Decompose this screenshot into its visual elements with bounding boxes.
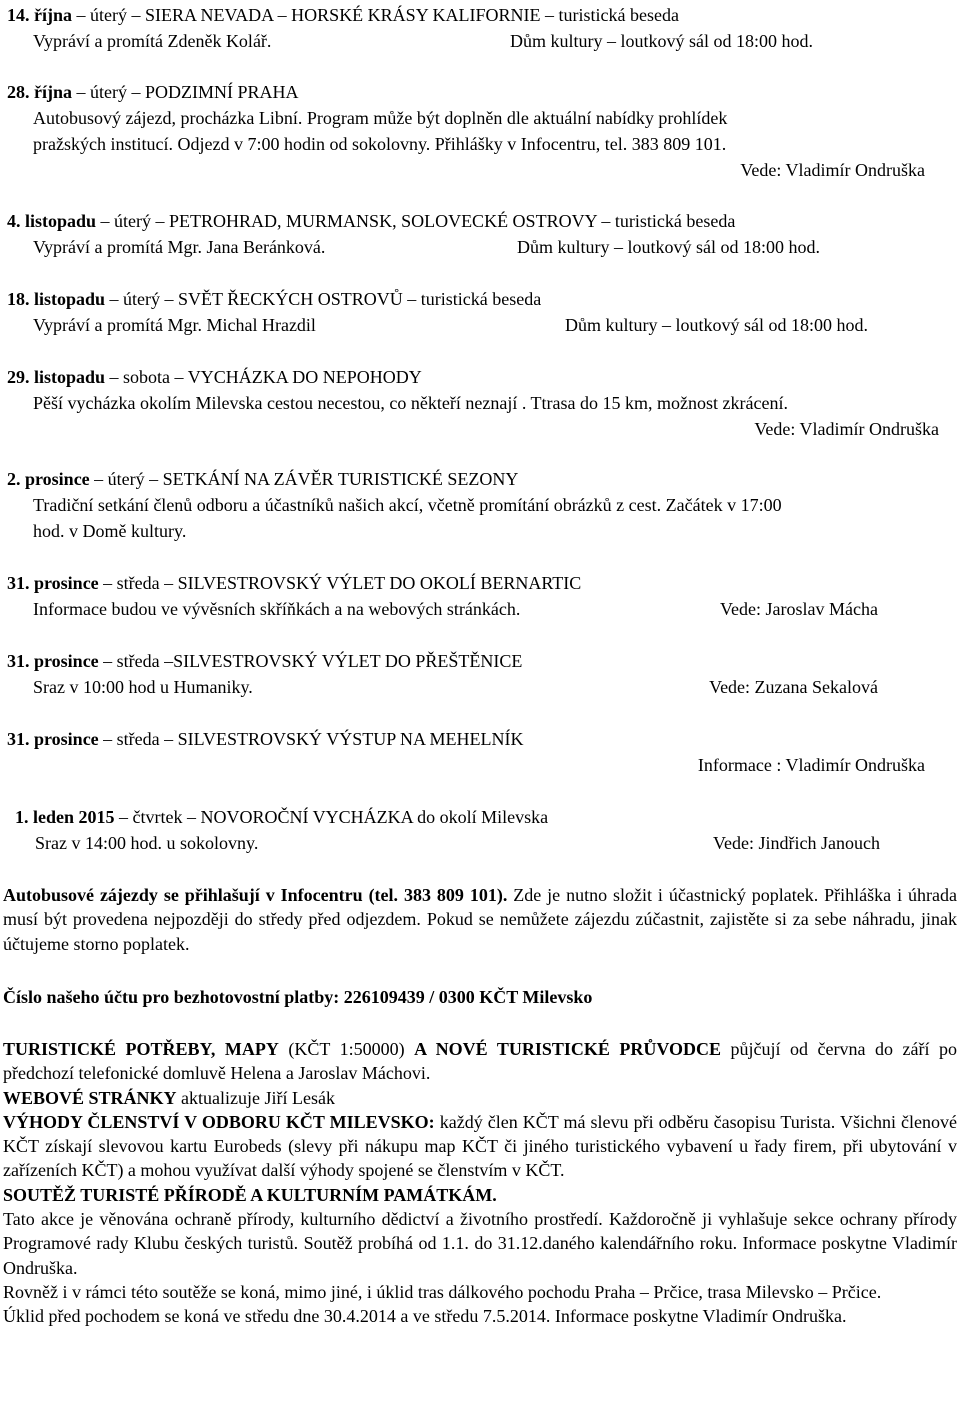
event-date: 28. října <box>7 82 72 102</box>
event-title: SETKÁNÍ NA ZÁVĚR TURISTICKÉ SEZONY <box>162 469 519 489</box>
event-date: 14. října <box>7 5 72 25</box>
event-day: úterý <box>90 5 127 25</box>
bus-trips-note: Autobusové zájezdy se přihlašují v Infocentru (tel. 383 809 101). Zde je nutno složit i účastnický poplatek. Přihláška i úhrada musí být provedena nejpozději do středy před odjezdem. Pokud se nemůžete zájezdu zúčastnit, zajistěte si za sebe náhradu, jinak účtujeme storno poplatek. <box>3 885 957 954</box>
event-kind: turistická beseda <box>420 289 542 309</box>
event-title: SIERA NEVADA – HORSKÉ KRÁSY KALIFORNIE <box>144 5 541 25</box>
contest-heading: SOUTĚŽ TURISTÉ PŘÍRODĚ A KULTURNÍM PAMÁTKÁM. <box>3 1184 497 1205</box>
event-day: sobota <box>123 367 171 387</box>
benefits-note: VÝHODY ČLENSTVÍ V ODBORU KČT MILEVSKO: každý člen KČT má slevu při odběru časopisu Turista. Všichni členové KČT získají slevovou kartu Eurobeds (slevy při nákupu map KČT či jiného turistického vybavení u řady firem, při ubytování v zařízeních KČT) a mohou využívat další výhody spojené se členstvím v KČT. <box>3 1111 957 1181</box>
contest-paragraph: Rovněž i v rámci této soutěže se koná, mimo jiné, i úklid tras dálkového pochodu Praha – Prčice, trasa Milevsko – Prčice. <box>3 1281 882 1302</box>
event-detail: hod. v Domě kultury. <box>33 521 187 541</box>
event-day: úterý <box>90 82 127 102</box>
event-place: Dům kultury – loutkový sál od 18:00 hod. <box>565 315 868 335</box>
event-day: úterý <box>114 211 152 231</box>
event-title: SILVESTROVSKÝ VÝLET DO PŘEŠTĚNICE <box>173 651 523 671</box>
event-date: 18. listopadu <box>7 289 106 309</box>
account-number: Číslo našeho účtu pro bezhotovostní platby: 226109439 / 0300 KČT Milevsko <box>3 987 593 1007</box>
event-kind: turistická beseda <box>558 5 679 25</box>
event-date: 29. listopadu <box>7 367 106 387</box>
event-detail: Sraz v 10:00 hod u Humaniky. <box>33 677 253 697</box>
maps-note: TURISTICKÉ POTŘEBY, MAPY (KČT 1:50000) A NOVÉ TURISTICKÉ PRŮVODCE půjčují od června do září po předchozí telefonické domluvě Helena a Jaroslav Máchovi. <box>3 1039 957 1084</box>
event-leader: Vede: Jaroslav Mácha <box>720 599 878 619</box>
event-title: VYCHÁZKA DO NEPOHODY <box>187 367 422 387</box>
event-leader: Vede: Zuzana Sekalová <box>709 677 878 697</box>
event-leader: Vede: Vladimír Ondruška <box>754 419 939 439</box>
event-title: SILVESTROVSKÝ VÝLET DO OKOLÍ BERNARTIC <box>177 573 582 593</box>
event-day: středa <box>116 729 160 749</box>
event-detail: Vypráví a promítá Mgr. Michal Hrazdil <box>33 315 316 335</box>
event-detail: Sraz v 14:00 hod. u sokolovny. <box>35 833 259 853</box>
event-detail: Autobusový zájezd, procházka Libní. Program může být doplněn dle aktuální nabídky prohlídek <box>33 108 728 128</box>
event-title: SVĚT ŘECKÝCH OSTROVŮ <box>178 289 403 309</box>
web-note: WEBOVÉ STRÁNKY aktualizuje Jiří Lesák <box>3 1087 335 1108</box>
event-leader: Vede: Vladimír Ondruška <box>740 160 925 180</box>
event-date: 31. prosince <box>7 651 99 671</box>
event-detail: Vypráví a promítá Mgr. Jana Beránková. <box>33 237 326 257</box>
event-detail: Tradiční setkání členů odboru a účastníků našich akcí, včetně promítání obrázků z cest. Začátek v 17:00 <box>33 495 782 515</box>
event-day: středa <box>116 651 160 671</box>
event-detail: pražských institucí. Odjezd v 7:00 hodin od sokolovny. Přihlášky v Infocentru, tel. 383 809 101. <box>33 134 727 154</box>
contest-paragraph: Úklid před pochodem se koná ve středu dne 30.4.2014 a ve středu 7.5.2014. Informace poskytne Vladimír Ondruška. <box>3 1306 847 1327</box>
event-detail: Pěší vycházka okolím Milevska cestou necestou, co někteří neznají . Ttrasa do 15 km, možnost zkrácení. <box>33 393 788 413</box>
event-leader: Informace : Vladimír Ondruška <box>697 755 925 775</box>
event-day: úterý <box>107 469 145 489</box>
event-title: SILVESTROVSKÝ VÝSTUP NA MEHELNÍK <box>177 729 524 749</box>
event-title: PETROHRAD, MURMANSK, SOLOVECKÉ OSTROVY <box>169 211 597 231</box>
event-title: PODZIMNÍ PRAHA <box>144 82 299 102</box>
contest-paragraph: Tato akce je věnována ochraně přírody, kulturního dědictví a životního prostředí. Každoročně ji vyhlašuje sekce ochrany přírody Programové rady Klubu českých turistů. Soutěž probíhá od 1.1. do 31.12.daného kalendářního roku. Informace poskytne Vladimír Ondruška. <box>3 1209 957 1278</box>
event-date: 31. prosince <box>7 729 99 749</box>
info-section <box>3 1037 957 1329</box>
event-day: středa <box>116 573 160 593</box>
event-date: 1. leden 2015 <box>15 807 115 827</box>
event-kind: turistická beseda <box>614 211 736 231</box>
event-date: 2. prosince <box>7 469 90 489</box>
event-day: čtvrtek <box>132 807 183 827</box>
event-date: 31. prosince <box>7 573 99 593</box>
event-detail: Vypráví a promítá Zdeněk Kolář. <box>33 31 272 51</box>
event-place: Dům kultury – loutkový sál od 18:00 hod. <box>510 31 813 51</box>
event-day: úterý <box>123 289 161 309</box>
event-date: 4. listopadu <box>7 211 97 231</box>
event-leader: Vede: Jindřich Janouch <box>713 833 880 853</box>
event-title: NOVOROČNÍ VYCHÁZKA do okolí Milevska <box>200 807 549 827</box>
event-place: Dům kultury – loutkový sál od 18:00 hod. <box>517 237 820 257</box>
event-detail: Informace budou ve vývěsních skříňkách a na webových stránkách. <box>33 599 521 619</box>
